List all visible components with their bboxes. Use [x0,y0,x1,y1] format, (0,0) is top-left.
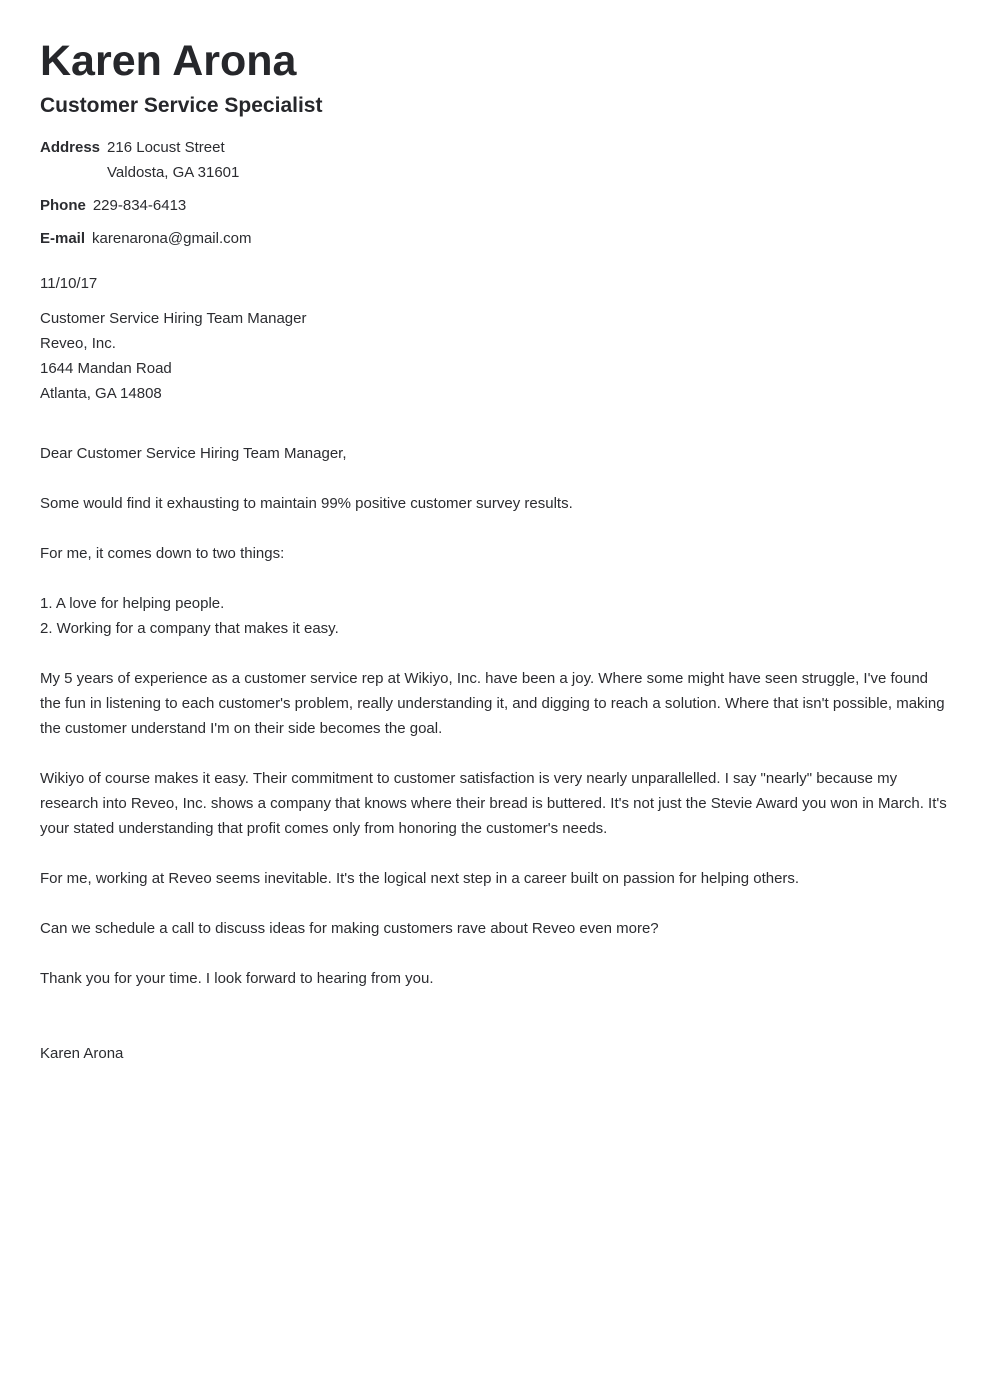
letter-body [40,491,950,991]
paragraph-1: Some would find it exhausting to maintain 99% positive customer survey results. [40,495,573,512]
recipient-block [40,306,950,406]
numbered-list [40,591,950,641]
paragraph-2: For me, it comes down to two things: [40,545,285,562]
recipient-line-4: Atlanta, GA 14808 [40,385,162,402]
contact-details [40,135,950,251]
list-item: 1. A love for helping people. [40,595,225,612]
paragraph-7: Thank you for your time. I look forward to hearing from you. [40,970,434,987]
paragraph-6: Can we schedule a call to discuss ideas for making customers rave about Reveo even more? [40,920,659,937]
address-row [40,135,950,185]
phone-value: 229-834-6413 [92,197,187,214]
paragraph-4: Wikiyo of course makes it easy. Their commitment to customer satisfaction is very nearly unparallelled. I say "nearly" because my research into Reveo, Inc. shows a company that knows where their bread is buttered. It's not just the Stevie Award you won in March. It's your stated understanding that profit comes only from honoring the customer's needs. [40,770,947,837]
applicant-name: Karen Arona [40,37,297,85]
address-value [107,135,239,185]
address-line-1: 216 Locust Street [107,139,225,156]
job-title: Customer Service Specialist [40,94,323,117]
paragraph-5: For me, working at Reveo seems inevitable. It's the logical next step in a career built on passion for helping others. [40,870,800,887]
email-row [40,226,950,251]
address-label: Address [40,139,101,156]
recipient-line-1: Customer Service Hiring Team Manager [40,310,307,327]
recipient-line-3: 1644 Mandan Road [40,360,172,377]
paragraph-3: My 5 years of experience as a customer service rep at Wikiyo, Inc. have been a joy. Where some might have seen struggle, I've found the fun in listening to each customer's problem, really understanding it, and digging to reach a solution. Where that isn't possible, making the customer understand I'm on their side becomes the goal. [40,670,945,737]
email-label: E-mail [40,230,86,247]
salutation: Dear Customer Service Hiring Team Manager, [40,445,347,462]
address-line-2: Valdosta, GA 31601 [107,164,240,181]
recipient-line-2: Reveo, Inc. [40,335,116,352]
letter-date: 11/10/17 [40,275,98,292]
phone-label: Phone [40,197,86,214]
list-item: 2. Working for a company that makes it easy. [40,620,339,637]
email-value: karenarona@gmail.com [92,230,252,247]
phone-row [40,193,950,218]
signature-name: Karen Arona [40,1045,124,1062]
